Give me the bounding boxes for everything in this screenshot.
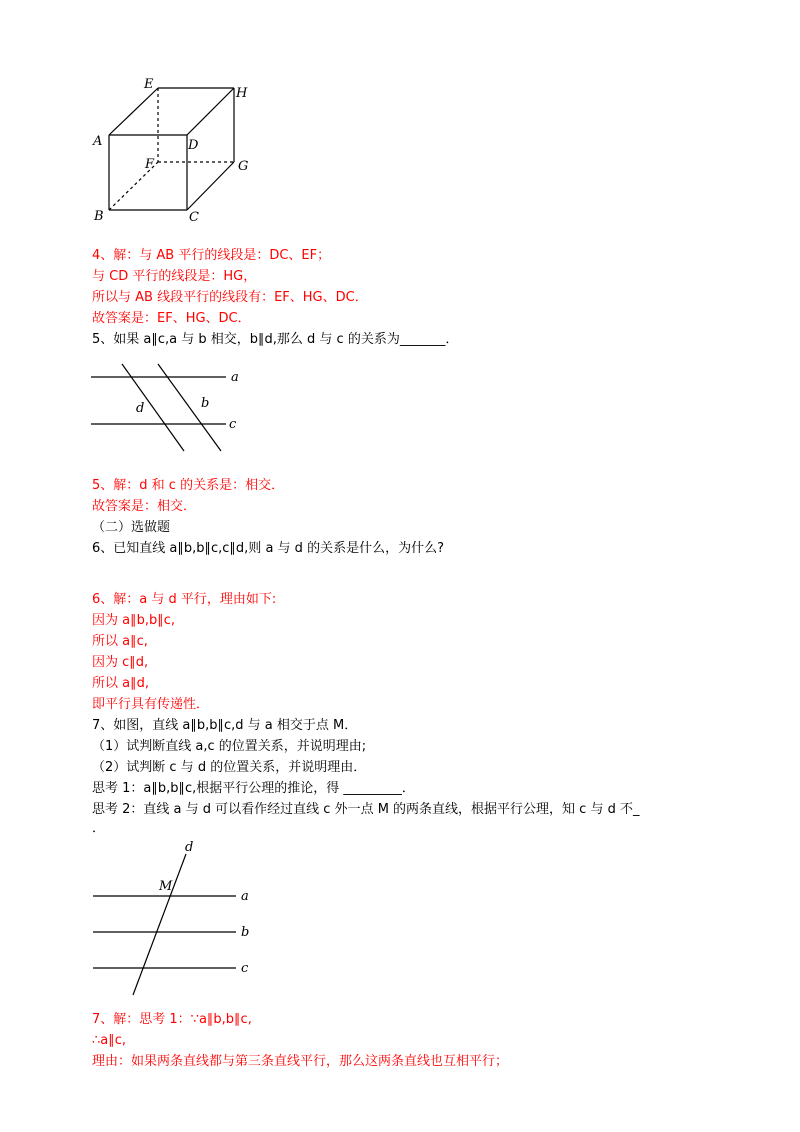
answer7-line-2: ∴a∥c, <box>92 1033 127 1048</box>
answer6-line-3: 所以 a∥c, <box>92 634 148 649</box>
edge-DH <box>187 88 234 135</box>
answer4-line-2: 与 CD 平行的线段是：HG， <box>92 269 257 284</box>
label-D: D <box>188 138 199 153</box>
line-d <box>133 854 186 995</box>
answer6-line-2: 因为 a∥b,b∥c, <box>92 613 176 628</box>
label-d: d <box>185 840 194 855</box>
question7-line-6: ． <box>92 821 106 836</box>
question7-line-2: （1）试判断直线 a,c 的位置关系，并说明理由; <box>92 739 367 754</box>
label-M: M <box>159 879 173 894</box>
question6-text: 6、已知直线 a∥b,b∥c,c∥d,则 a 与 d 的关系是什么，为什么? <box>92 541 444 556</box>
answer5-line-1: 5、解：d 和 c 的关系是：相交． <box>92 478 285 493</box>
question5-text: 5、如果 a∥c,a 与 b 相交，b∥d,那么 d 与 c 的关系为_______． <box>92 332 459 347</box>
question7-line-5: 思考 2：直线 a 与 d 可以看作经过直线 c 外一点 M 的两条直线，根据平行公理，知 c 与 d 不_ <box>92 802 640 817</box>
label-c: c <box>241 961 249 976</box>
label-a: a <box>231 370 239 385</box>
label-C: C <box>189 210 199 225</box>
edge-CG <box>187 162 234 210</box>
answer4-line-3: 所以与 AB 线段平行的线段有：EF、HG、DC． <box>92 290 368 305</box>
edge-AE <box>109 88 158 135</box>
label-E: E <box>144 77 154 92</box>
question7-line-3: （2）试判断 c 与 d 的位置关系，并说明理由． <box>92 760 367 775</box>
label-A: A <box>93 134 103 149</box>
label-c: c <box>229 417 237 432</box>
label-b: b <box>201 396 210 411</box>
answer6-line-4: 因为 c∥d, <box>92 655 149 670</box>
answer5-line-2: 故答案是：相交． <box>92 499 197 514</box>
label-G: G <box>238 159 249 174</box>
label-b: b <box>241 925 250 940</box>
answer6-line-6: 即平行具有传递性． <box>92 697 210 712</box>
cube-figure <box>88 75 258 230</box>
label-F: F <box>145 157 155 172</box>
answer7-line-1: 7、解：思考 1：∵a∥b,b∥c, <box>92 1012 252 1027</box>
answer6-line-5: 所以 a∥d, <box>92 676 149 691</box>
parallel-lines-figure-2 <box>88 360 258 460</box>
answer6-line-1: 6、解：a 与 d 平行，理由如下: <box>92 592 277 607</box>
question7-line-4: 思考 1：a∥b,b∥c,根据平行公理的推论，得 _________． <box>92 781 415 796</box>
answer4-line-4: 故答案是：EF、HG、DC． <box>92 311 251 326</box>
label-a: a <box>241 889 249 904</box>
answer7-line-3: 理由：如果两条直线都与第三条直线平行，那么这两条直线也互相平行； <box>92 1054 509 1069</box>
parallel-lines-figure-3 <box>88 840 268 1000</box>
section-optional-heading: （二）选做题 <box>92 520 171 535</box>
label-B: B <box>94 209 104 224</box>
label-H: H <box>236 86 248 101</box>
answer4-line-1: 4、解：与 AB 平行的线段是：DC、EF； <box>92 248 331 263</box>
label-d: d <box>136 401 145 416</box>
question7-line-1: 7、如图，直线 a∥b,b∥c,d 与 a 相交于点 M． <box>92 718 358 733</box>
